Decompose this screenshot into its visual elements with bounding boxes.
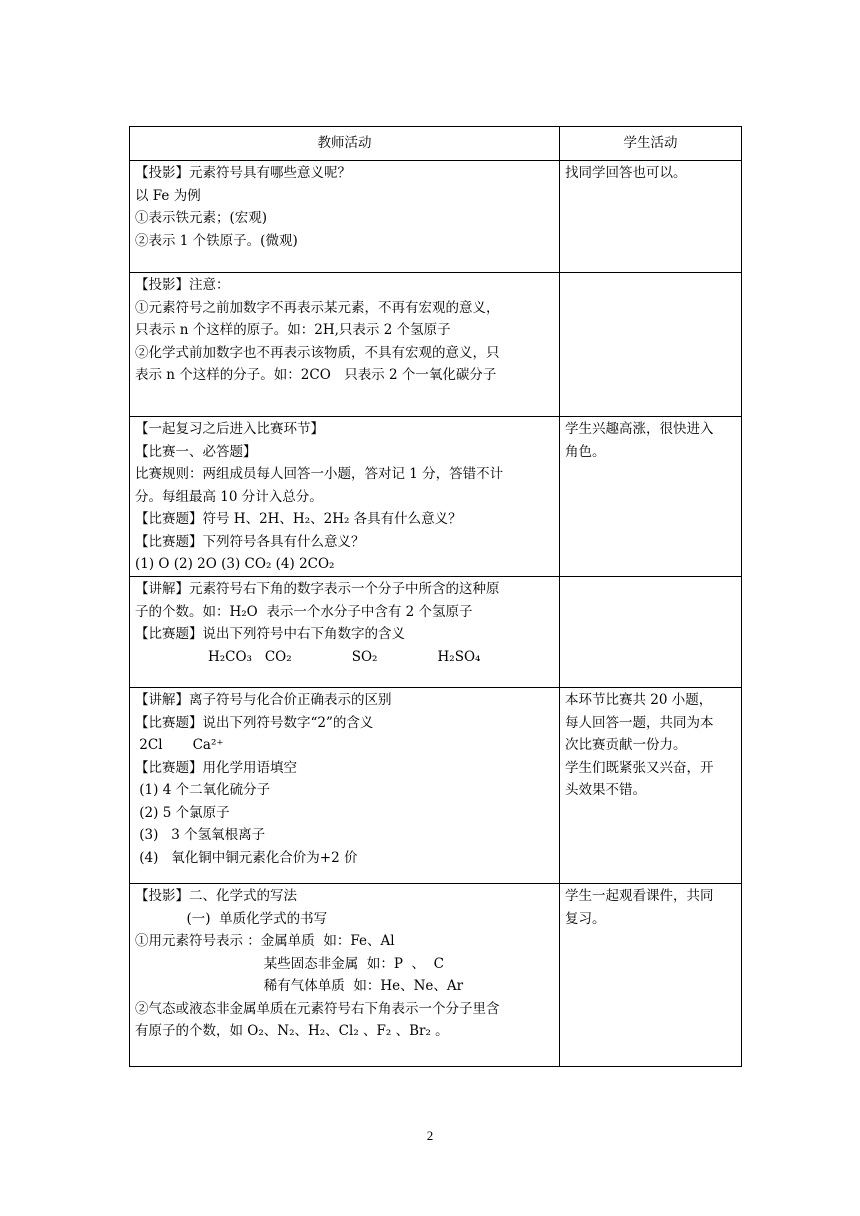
teacher-cell (130, 417, 560, 577)
teacher-line: 【讲解】离子符号与化合价正确表示的区别 (135, 692, 392, 708)
teacher-line: 【投影】二、化学式的写法 (135, 888, 297, 904)
teacher-line: 有原子的个数，如 O₂、N₂、H₂、Cl₂ 、F₂ 、Br₂ 。 (135, 1023, 449, 1039)
table-row (130, 688, 742, 884)
teacher-line: 以 Fe 为例 (135, 187, 201, 204)
teacher-line: H₂CO₃ CO₂ SO₂ H₂SO₄ (135, 648, 481, 665)
teacher-line: 【一起复习之后进入比赛环节】 (135, 421, 324, 437)
student-line: 找同学回答也可以。 (565, 165, 687, 181)
teacher-line: 【比赛题】说出下列符号数字“2”的含义 (135, 714, 374, 731)
teacher-cell (130, 273, 560, 417)
teacher-line: (一) 单质化学式的书写 (135, 910, 328, 927)
teacher-line: ②表示 1 个铁原子。(微观) (135, 232, 298, 249)
teacher-line: 【讲解】元素符号右下角的数字表示一个分子中所含的这种原 (135, 581, 500, 597)
teacher-line: 2Cl Ca²⁺ (135, 737, 224, 753)
teacher-cell (130, 577, 560, 688)
student-cell (560, 577, 742, 688)
student-line: 复习。 (565, 910, 606, 927)
teacher-line: ①元素符号之前加数字不再表示某元素，不再有宏观的意义， (135, 299, 500, 316)
student-line: 次比赛贡献一份力。 (565, 737, 687, 753)
teacher-line: ①表示铁元素；(宏观) (135, 210, 268, 226)
student-line: 角色。 (565, 443, 606, 460)
teacher-cell (130, 884, 560, 1067)
teacher-line: (2) 5 个氯原子 (135, 804, 230, 821)
teacher-line: 【比赛题】符号 H、2H、H₂、2H₂ 各具有什么意义？ (135, 511, 462, 527)
student-line: 本环节比赛共 20 小题， (565, 692, 713, 708)
page-number: 2 (426, 1128, 434, 1143)
student-activity-header: 学生活动 (560, 127, 742, 161)
teacher-line: 比赛规则：两组成员每人回答一小题，答对记 1 分，答错不计 (135, 466, 504, 482)
lesson-table (129, 126, 742, 1067)
teacher-line: 【比赛题】用化学用语填空 (135, 759, 297, 776)
teacher-line: 【比赛题】说出下列符号中右下角数字的含义 (135, 626, 405, 642)
table-row (130, 273, 742, 417)
student-cell (560, 417, 742, 577)
teacher-activity-header: 教师活动 (130, 127, 560, 161)
teacher-line: 子的个数。如：H₂O 表示一个水分子中含有 2 个氢原子 (135, 603, 473, 620)
teacher-line: (4) 氧化铜中铜元素化合价为+2 价 (135, 849, 358, 866)
student-line: 学生们既紧张又兴奋，开 (565, 759, 714, 776)
teacher-line: 【比赛题】下列符号各具有什么意义？ (135, 533, 365, 550)
teacher-line: 某些固态非金属 如：P 、 C (135, 955, 444, 972)
teacher-line: ②气态或液态非金属单质在元素符号右下角表示一个分子里含 (135, 1000, 500, 1017)
table-row (130, 161, 742, 273)
student-line: 每人回答一题，共同为本 (565, 714, 714, 731)
teacher-line: 表示 n 个这样的分子。如：2CO 只表示 2 个一氧化碳分子 (135, 367, 497, 383)
table-row (130, 417, 742, 577)
student-line: 头效果不错。 (565, 782, 646, 798)
student-cell (560, 273, 742, 417)
teacher-line: ②化学式前加数字也不再表示该物质，不具有宏观的意义，只 (135, 344, 500, 361)
teacher-line: 分。每组最高 10 分计入总分。 (135, 488, 323, 505)
teacher-line: (3) 3 个氢氧根离子 (135, 827, 266, 843)
teacher-cell (130, 161, 560, 273)
table-row (130, 884, 742, 1067)
teacher-line: (1) O (2) 2O (3) CO₂ (4) 2CO₂ (135, 556, 335, 572)
teacher-line: 【投影】注意： (135, 277, 230, 293)
student-cell (560, 884, 742, 1067)
teacher-cell (130, 688, 560, 884)
teacher-line: 【投影】元素符号具有哪些意义呢？ (135, 165, 351, 181)
table-row (130, 577, 742, 688)
student-cell (560, 688, 742, 884)
header-row (130, 127, 742, 161)
teacher-line: ①用元素符号表示 ：金属单质 如：Fe、Al (135, 933, 395, 949)
teacher-line: 【比赛一、必答题】 (135, 443, 257, 460)
teacher-line: 只表示 n 个这样的原子。如：2H,只表示 2 个氢原子 (135, 322, 451, 338)
student-line: 学生一起观看课件，共同 (565, 888, 714, 904)
student-line: 学生兴趣高涨，很快进入 (565, 421, 714, 437)
teacher-line: 稀有气体单质 如：He、Ne、Ar (135, 978, 464, 994)
teacher-line: (1) 4 个二氧化硫分子 (135, 782, 271, 798)
student-cell (560, 161, 742, 273)
